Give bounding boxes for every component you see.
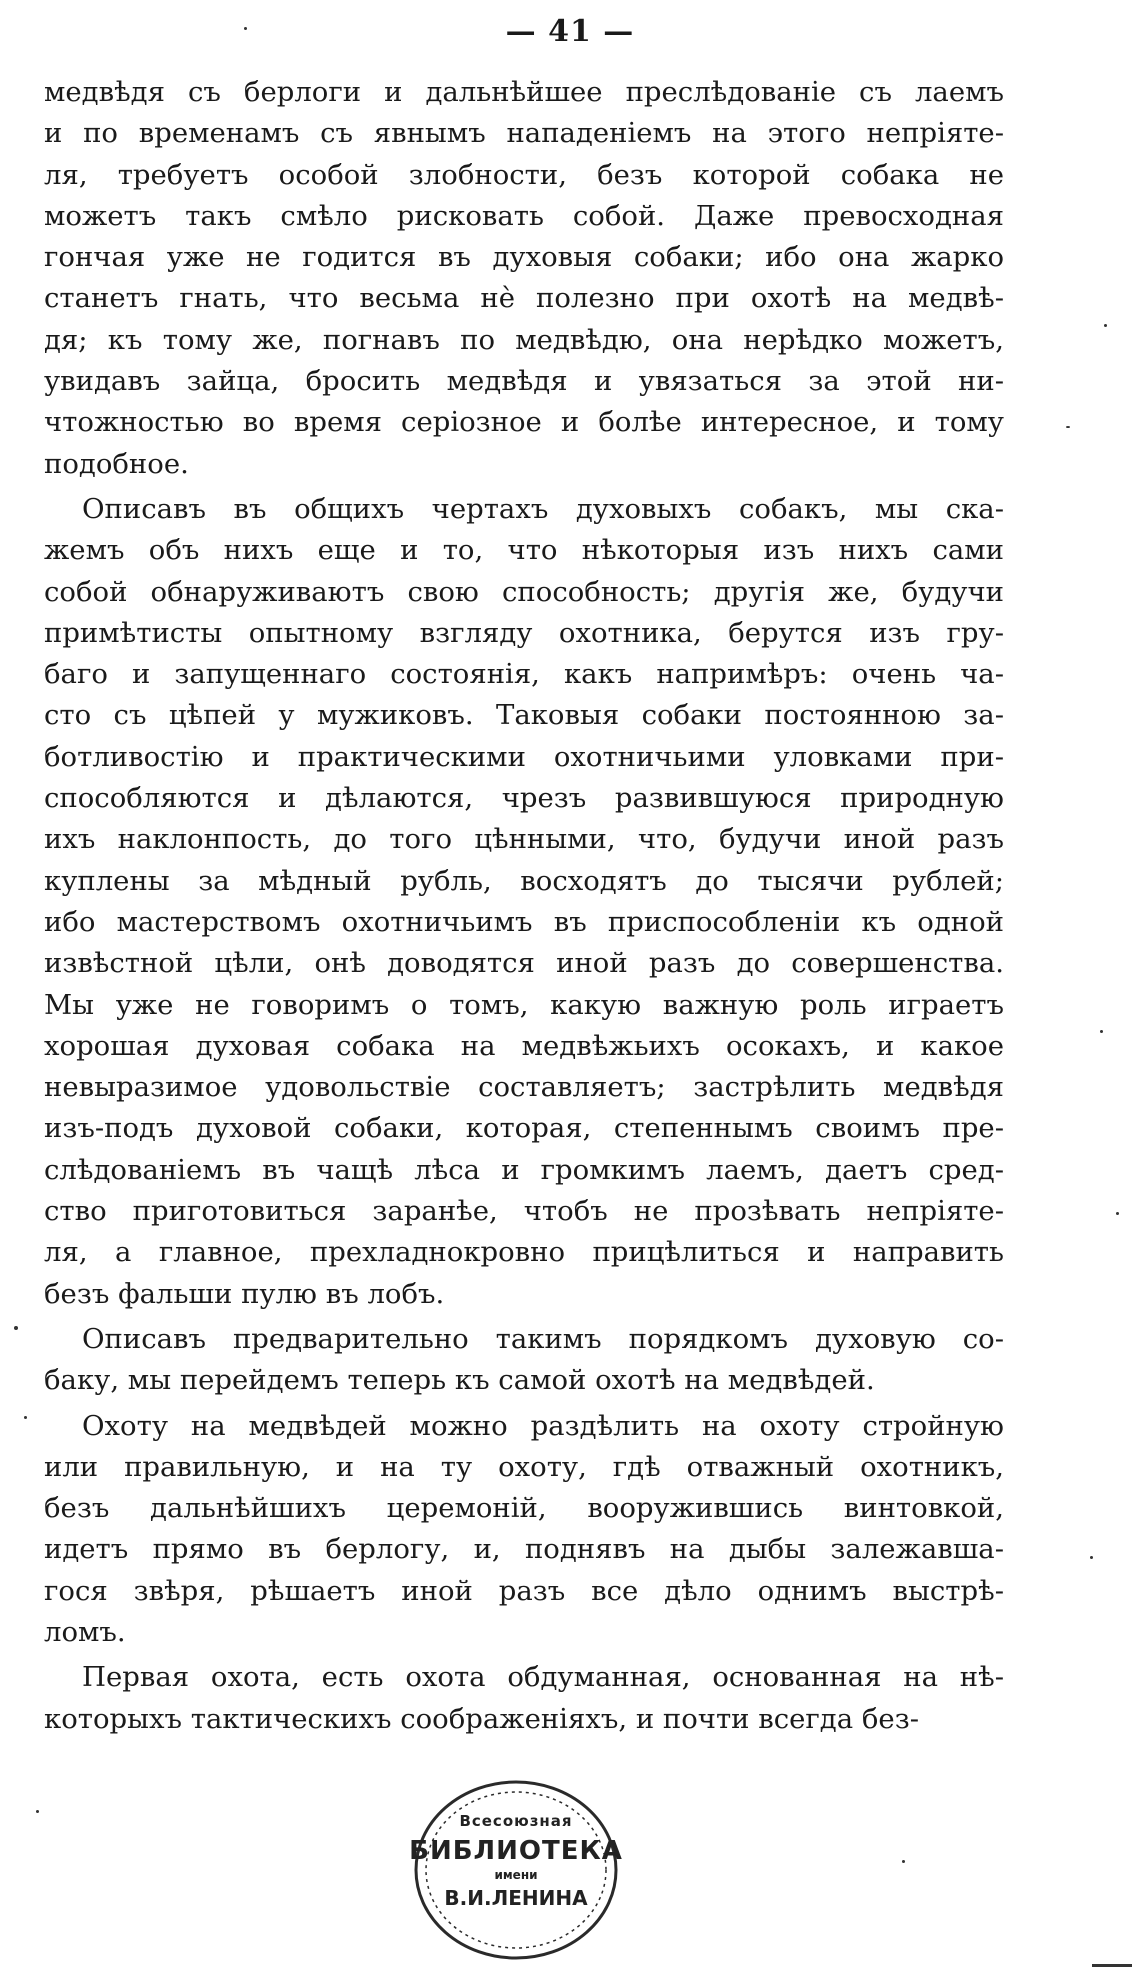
paragraph (44, 1406, 1004, 1654)
text-line: медвѣдя съ берлоги и дальнѣйшее преслѣдованіе съ лаемъ (44, 76, 1004, 108)
text-line: Мы уже не говоримъ о томъ, какую важную роль играетъ (44, 988, 1004, 1021)
stamp-title: БИБЛИОТЕКА (409, 1836, 623, 1866)
text-line: примѣтисты опытному взгляду охотника, берутся изъ гру- (44, 616, 1004, 649)
text-line: ля, а главное, прехладнокровно прицѣлиться и направить (44, 1236, 1004, 1269)
text-line: способляются и дѣлаются, чрезъ развившуюся природную (44, 782, 1004, 815)
text-line: ство приготовиться заранѣе, чтобъ не прозѣвать непріяте- (44, 1195, 1004, 1228)
print-speck (902, 1860, 905, 1863)
text-line: подобное. (44, 447, 189, 480)
paragraph (44, 1319, 1004, 1402)
print-speck (14, 1326, 18, 1330)
stamp-sub: имени (494, 1868, 538, 1882)
text-line: гончая уже не годится въ духовыя собаки; ибо она жарко (44, 241, 1004, 274)
text-line: чтожностью во время серіозное и болѣе интересное, и тому (44, 406, 1004, 439)
text-line: ибо мастерствомъ охотничьимъ въ приспособленіи къ одной (44, 905, 1004, 938)
text-line: ля, требуетъ особой злобности, безъ которой собака не (44, 158, 1004, 191)
text-line: ботливостію и практическими охотничьими уловками при- (44, 740, 1004, 773)
stamp-name: В.И.ЛЕНИНА (444, 1886, 588, 1910)
page-number: — 41 — (505, 14, 635, 49)
paragraph (44, 72, 1004, 485)
text-line: извѣстной цѣли, онѣ доводятся иной разъ до совершенства. (44, 947, 1004, 980)
text-line: которыхъ тактическихъ соображеніяхъ, и почти всегда без- (44, 1702, 919, 1735)
print-speck (1092, 1964, 1132, 1967)
text-line: Описавъ въ общихъ чертахъ духовыхъ собакъ, мы ска- (82, 492, 1004, 525)
print-speck (1116, 1212, 1119, 1215)
text-line: слѣдованіемъ въ чащѣ лѣса и громкимъ лаемъ, даетъ сред- (44, 1153, 1004, 1186)
print-speck (1104, 324, 1107, 327)
print-speck (1090, 1556, 1093, 1559)
print-speck (24, 1416, 27, 1419)
stamp-arc-text: Всесоюзная (459, 1812, 573, 1830)
print-speck (244, 27, 247, 30)
paragraph (44, 1657, 1004, 1740)
print-speck (1100, 1030, 1103, 1033)
text-line: сто съ цѣпей у мужиковъ. Таковыя собаки постоянною за- (44, 699, 1004, 732)
text-line: баку, мы перейдемъ теперь къ самой охотѣ на медвѣдей. (44, 1364, 875, 1397)
text-line: баго и запущеннаго состоянія, какъ напримѣръ: очень ча- (44, 658, 1004, 691)
text-line: Первая охота, есть охота обдуманная, основанная на нѣ- (82, 1661, 1004, 1694)
text-line: гося звѣря, рѣшаетъ иной разъ все дѣло однимъ выстрѣ- (44, 1574, 1004, 1607)
text-line: ломъ. (44, 1615, 126, 1648)
text-line: куплены за мѣдный рубль, восходятъ до тысячи рублей; (44, 864, 1004, 897)
print-speck (1066, 426, 1070, 428)
text-line: дя; къ тому же, погнавъ по медвѣдю, она нерѣдко можетъ, (44, 323, 1004, 356)
text-line: и по временамъ съ явнымъ нападеніемъ на этого непріяте- (44, 117, 1004, 150)
text-line: или правильную, и на ту охоту, гдѣ отважный охотникъ, (44, 1450, 1004, 1483)
paragraph (44, 489, 1004, 1315)
text-line: безъ дальнѣйшихъ церемоній, вооружившись винтовкой, (44, 1492, 1004, 1525)
text-line: станетъ гнать, что весьма нѐ полезно при охотѣ на медвѣ- (44, 282, 1004, 315)
text-line: можетъ такъ смѣло рисковать собой. Даже превосходная (44, 199, 1004, 232)
text-line: жемъ объ нихъ еще и то, что нѣкоторыя изъ нихъ сами (44, 534, 1004, 567)
text-line: увидавъ зайца, бросить медвѣдя и увязаться за этой ни- (44, 365, 1004, 398)
text-line: безъ фальши пулю въ лобъ. (44, 1277, 445, 1310)
text-line: собой обнаруживаютъ свою способность; другія же, будучи (44, 575, 1004, 608)
text-line: Описавъ предварительно такимъ порядкомъ духовую со- (82, 1322, 1004, 1355)
text-line: ихъ наклонпость, до того цѣнными, что, будучи иной разъ (44, 823, 1004, 856)
text-line: идетъ прямо въ берлогу, и, поднявъ на дыбы залежавша- (44, 1533, 1004, 1566)
body-text (44, 72, 1004, 1740)
text-line: изъ-подъ духовой собаки, которая, степеннымъ своимъ пре- (44, 1112, 1004, 1145)
text-line: хорошая духовая собака на медвѣжьихъ осокахъ, и какое (44, 1029, 1004, 1062)
print-speck (36, 1810, 39, 1813)
text-line: невыразимое удовольствіе составляетъ; застрѣлить медвѣдя (44, 1071, 1004, 1104)
text-line: Охоту на медвѣдей можно раздѣлить на охоту стройную (82, 1409, 1004, 1442)
library-stamp (409, 1778, 623, 1962)
